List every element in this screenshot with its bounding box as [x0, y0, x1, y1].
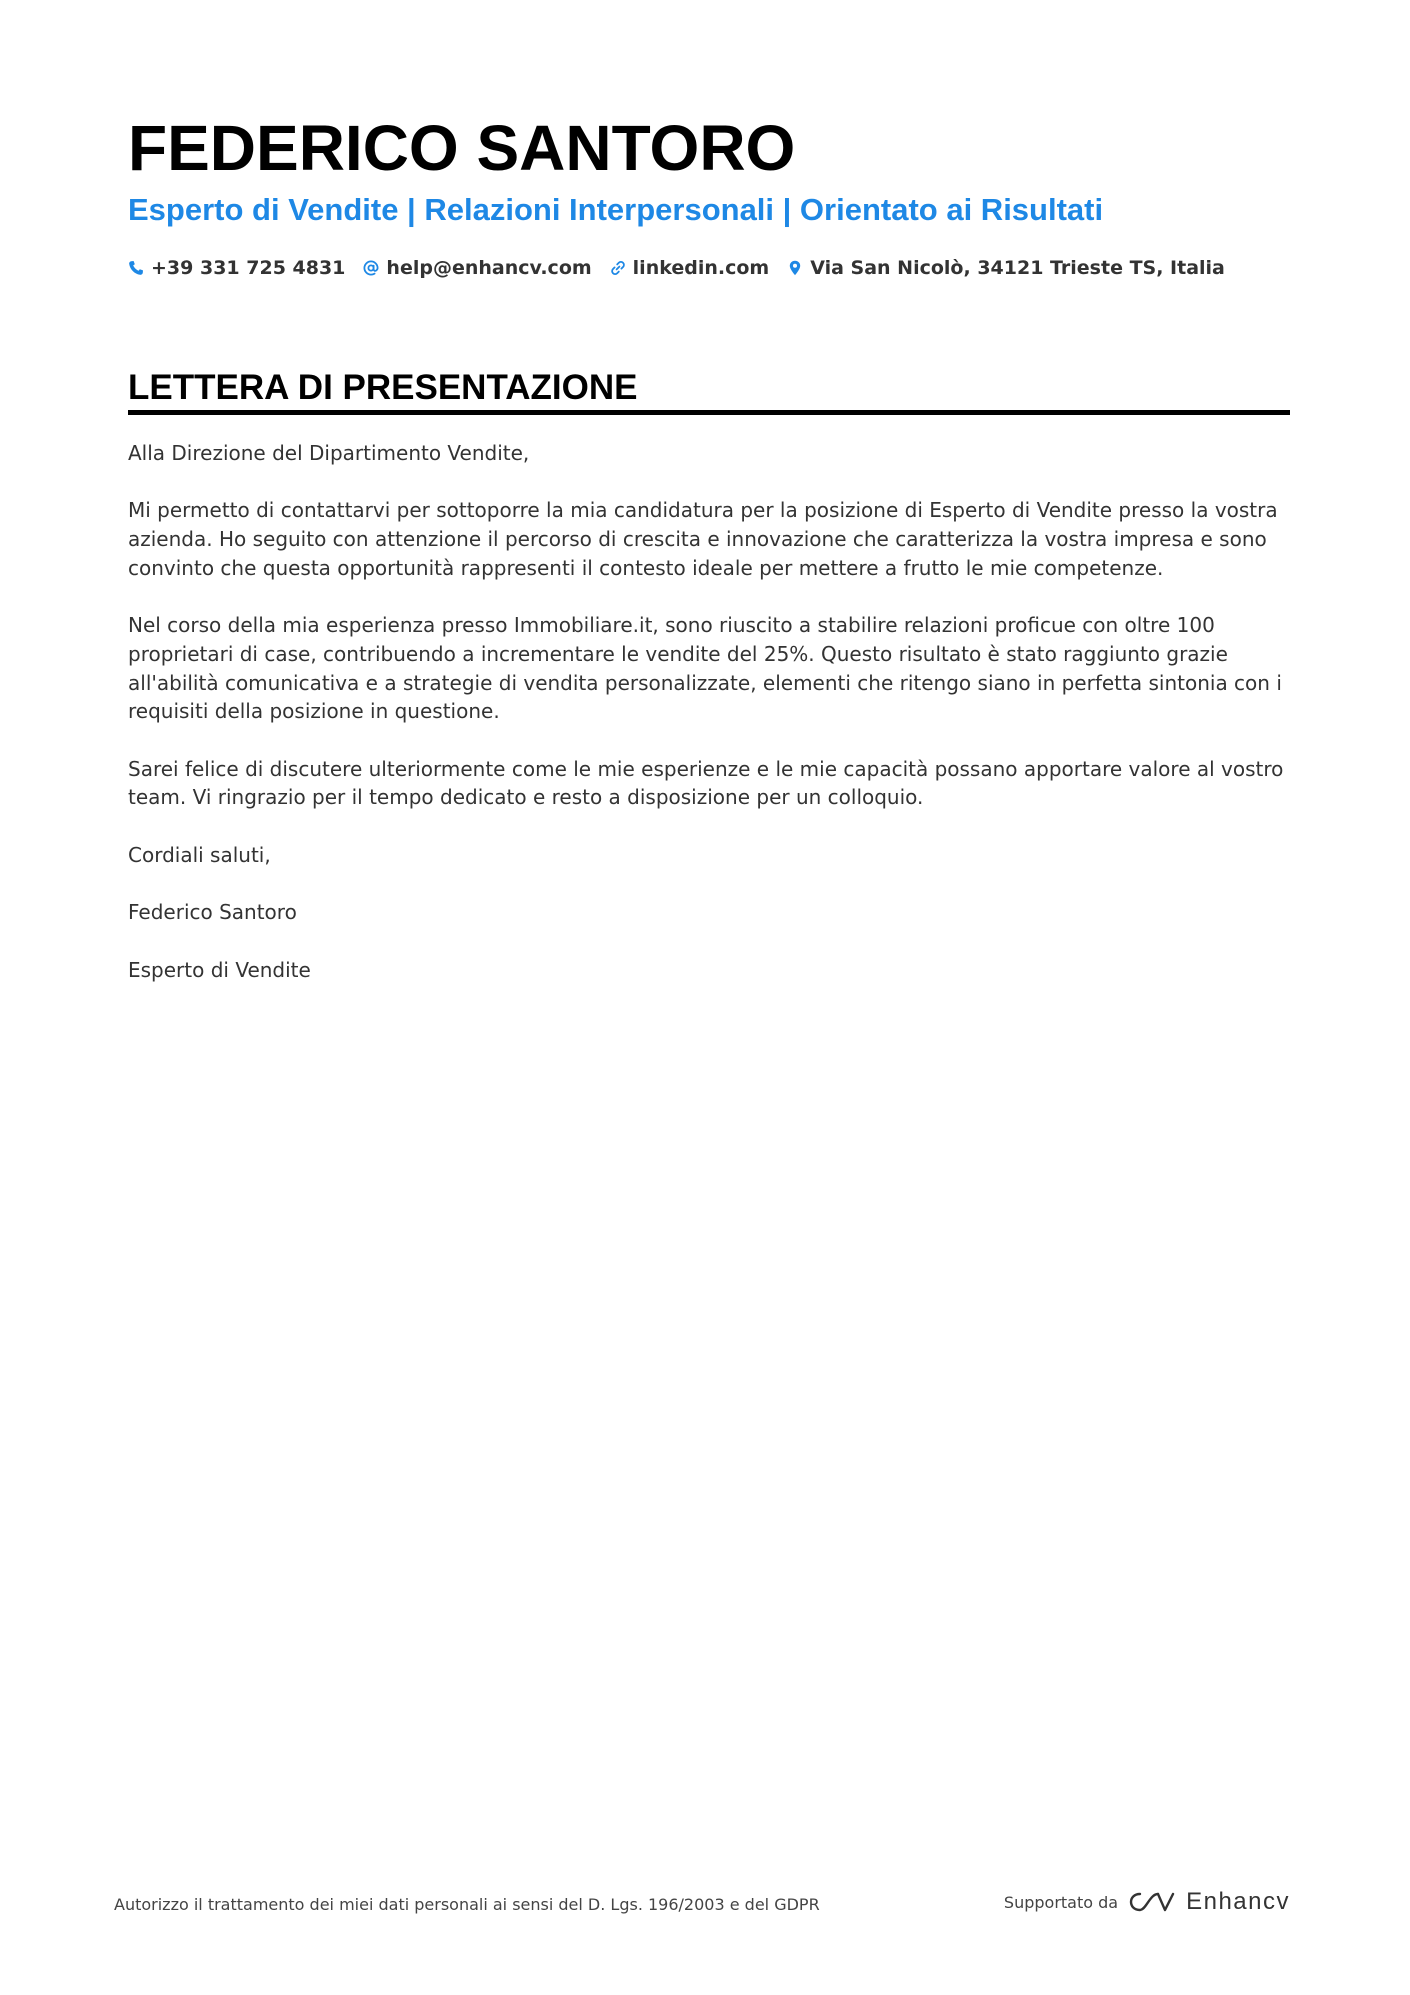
letter-body [128, 439, 1290, 1013]
letter-paragraph: Sarei felice di discutere ulteriormente come le mie esperienze e le mie capacità possano apportare valore al vostro team. Vi ringrazio per il tempo dedicato e resto a disposizione per un colloquio. [128, 756, 1284, 810]
contact-phone[interactable] [128, 257, 345, 279]
contact-phone-text: +39 331 725 4831 [151, 257, 346, 279]
contact-email-text: help@enhancv.com [386, 257, 592, 279]
letter-paragraph: Nel corso della mia esperienza presso Immobiliare.it, sono riuscito a stabilire relazioni proficue con oltre 100 proprietari di case, contribuendo a incrementare le vendite del 25%. Questo risultato è stato raggiunto grazie all'abilità comunicativa e a strategie di vendita personalizzate, elementi che ritengo siano in perfetta sintonia con i requisiti della posizione in questione. [128, 613, 1282, 724]
phone-icon [128, 260, 144, 276]
signature-title: Esperto di Vendite [128, 957, 311, 982]
letter-closing: Cordiali saluti, [128, 842, 271, 867]
candidate-name: FEDERICO SANTORO [128, 112, 796, 184]
contact-address [787, 257, 1225, 279]
letter-paragraph: Mi permetto di contattarvi per sottoporre la mia candidatura per la posizione di Esperto di Vendite presso la vostra azienda. Ho seguito con attenzione il percorso di crescita e innovazione che caratterizza la vostra impresa e sono convinto che questa opportunità rappresenti il contesto ideale per mettere a frutto le mie competenze. [128, 498, 1278, 580]
powered-by-brand[interactable] [1004, 1888, 1290, 1916]
contact-linkedin-text: linkedin.com [632, 257, 770, 279]
contact-linkedin[interactable] [610, 257, 770, 279]
section-title: LETTERA DI PRESENTAZIONE [128, 368, 638, 407]
contact-email[interactable] [363, 257, 591, 279]
at-icon [363, 260, 379, 276]
contact-address-text: Via San Nicolò, 34121 Trieste TS, Italia [810, 257, 1225, 279]
powered-by-label: Supportato da [1003, 1892, 1119, 1912]
signature-name: Federico Santoro [128, 900, 297, 925]
privacy-consent-note: Autorizzo il trattamento dei miei dati personali ai sensi del D. Lgs. 196/2003 e del GDPR [114, 1895, 820, 1914]
candidate-tagline: Esperto di Vendite | Relazioni Interpersonali | Orientato ai Risultati [128, 192, 1104, 227]
section-divider [128, 410, 1290, 415]
contact-bar [128, 254, 1225, 282]
brand-name: Enhancv [1186, 1888, 1290, 1915]
enhancv-logo-icon [1128, 1888, 1176, 1916]
link-icon [610, 260, 626, 276]
location-pin-icon [787, 260, 803, 276]
letter-salutation: Alla Direzione del Dipartimento Vendite, [128, 441, 530, 465]
